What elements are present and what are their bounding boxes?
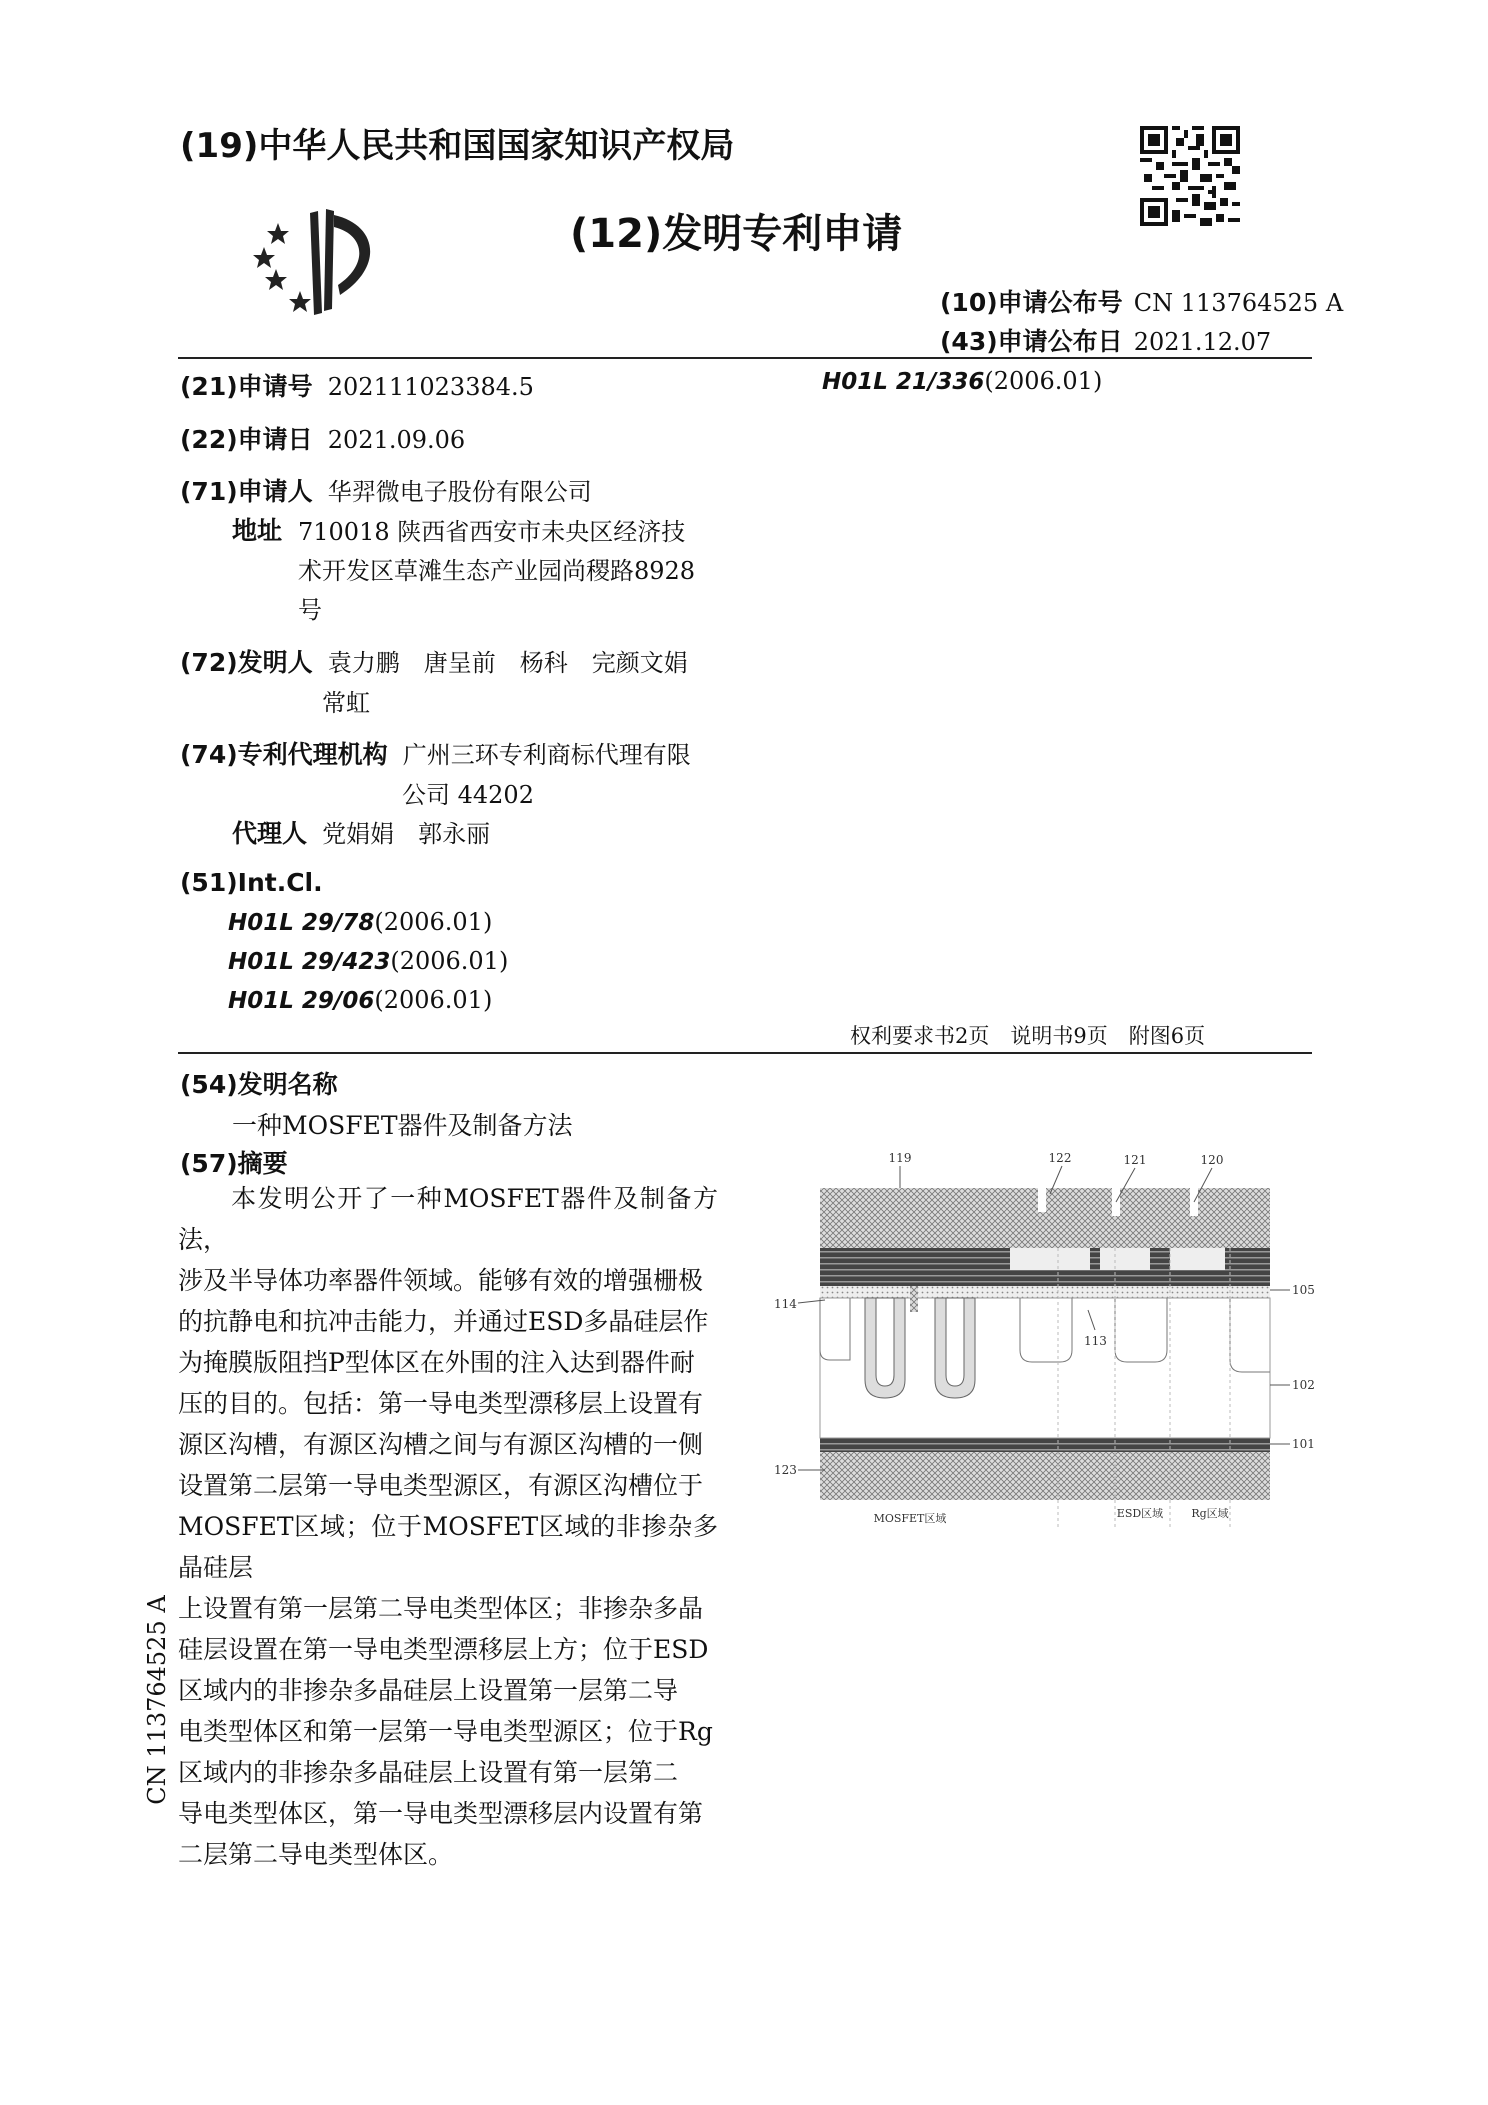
- abstract-line: 硅层设置在第一导电类型漂移层上方；位于ESD: [178, 1635, 709, 1664]
- publication-date-label: 申请公布日: [997, 327, 1123, 356]
- office-heading: [180, 118, 734, 167]
- publication-number: CN 113764525 A: [1133, 289, 1344, 317]
- abstract-line: 区域内的非掺杂多晶硅层上设置有第一层第二: [178, 1758, 679, 1787]
- figure-layers: [820, 1188, 1270, 1530]
- abstract-line: 本发明公开了一种MOSFET器件及制备方法，: [178, 1184, 718, 1254]
- agent-label: 代理人: [232, 819, 308, 848]
- agency: 广州三环专利商标代理有限: [402, 741, 691, 769]
- abstract-line: 压的目的。包括：第一导电类型漂移层上设置有: [178, 1389, 704, 1418]
- abstract-line: 涉及半导体功率器件领域。能够有效的增强栅极: [178, 1266, 704, 1295]
- abstract-line: 区域内的非掺杂多晶硅层上设置第一层第二导: [178, 1676, 679, 1705]
- figure-label: 102: [1292, 1378, 1315, 1392]
- region-label-mosfet: MOSFET区域: [873, 1512, 947, 1525]
- region-label-rg: Rg区域: [1191, 1507, 1229, 1520]
- office-name: 中华人民共和国国家知识产权局: [258, 126, 735, 166]
- ipc-class: H01L 29/06(2006.01): [228, 986, 493, 1014]
- intcl-row: (51)Int.Cl.: [180, 868, 323, 897]
- abstract-line: 源区沟槽，有源区沟槽之间与有源区沟槽的一侧: [178, 1430, 704, 1459]
- ipc-class: H01L 29/78(2006.01): [228, 908, 493, 936]
- agent-row: [232, 814, 490, 850]
- document-type-heading: [570, 202, 902, 259]
- inventor-label: 发明人: [237, 648, 313, 677]
- document-type: 发明专利申请: [662, 211, 903, 257]
- abstract-heading: (57)摘要: [180, 1149, 288, 1178]
- header-divider: [178, 357, 1312, 359]
- ipc-class: H01L 29/423(2006.01): [228, 947, 509, 975]
- address-line: 710018 陕西省西安市未央区经济技: [298, 518, 686, 546]
- figure-label: 113: [1084, 1334, 1107, 1348]
- invention-title: 一种MOSFET器件及制备方法: [232, 1111, 573, 1140]
- publication-number-label: 申请公布号: [997, 288, 1123, 317]
- page-counts: 权利要求书2页 说明书9页 附图6页: [850, 1024, 1206, 1048]
- figure-label: 122: [1048, 1151, 1072, 1165]
- figure-label: 101: [1292, 1437, 1315, 1451]
- region-label-esd: ESD区域: [1116, 1507, 1164, 1520]
- address-line: 号: [298, 596, 322, 624]
- address-label: 地址: [232, 516, 283, 545]
- application-number: 202111023384.5: [327, 373, 534, 401]
- abstract-line: 设置第二层第一导电类型源区，有源区沟槽位于: [178, 1471, 704, 1500]
- publication-number-row: [940, 283, 1343, 319]
- abstract-line: 的抗静电和抗冲击能力，并通过ESD多晶硅层作: [178, 1307, 709, 1336]
- figure-label: 121: [1123, 1153, 1147, 1167]
- inventors: 常虹: [322, 689, 370, 717]
- publication-number-code: (10): [940, 288, 998, 317]
- abstract-line: 导电类型体区，第一导电类型漂移层内设置有第: [178, 1799, 704, 1828]
- abstract-label: 摘要: [237, 1149, 288, 1178]
- qr-code: [1140, 126, 1240, 226]
- abstract-body: [178, 1178, 718, 1875]
- figure-label: 114: [774, 1297, 797, 1311]
- address-line: 术开发区草滩生态产业园尚稷路8928: [298, 557, 696, 585]
- application-number-row: (21)申请号 202111023384.5: [180, 372, 534, 401]
- applicant: 华羿微电子股份有限公司: [327, 478, 592, 506]
- title-label: 发明名称: [237, 1070, 338, 1099]
- publication-date-code: (43): [940, 327, 998, 356]
- abstract-line: 二层第二导电类型体区。: [178, 1840, 454, 1869]
- ipc-class-right: H01L 21/336(2006.01): [822, 367, 1103, 395]
- inventors: 袁力鹏 唐呈前 杨科 完颜文娟: [327, 649, 688, 677]
- intcl-label: Int.Cl.: [237, 868, 323, 897]
- figure-label: 105: [1292, 1283, 1315, 1297]
- cnipa-logo: [248, 205, 388, 317]
- device-cross-section-figure: [770, 1140, 1315, 1540]
- application-number-label: 申请号: [237, 372, 313, 401]
- application-date-label: 申请日: [237, 425, 313, 454]
- side-publication-number: CN 113764525 A: [143, 1595, 171, 1805]
- publication-date: 2021.12.07: [1133, 328, 1272, 356]
- abstract-line: 上设置有第一层第二导电类型体区；非掺杂多晶: [178, 1594, 704, 1623]
- agents: 党娟娟 郭永丽: [322, 820, 491, 848]
- figure-label: 119: [888, 1151, 912, 1165]
- agency-row: (74)专利代理机构 广州三环专利商标代理有限: [180, 740, 691, 769]
- abstract-line: 电类型体区和第一层第一导电类型源区；位于Rg: [178, 1717, 713, 1746]
- office-code: (19): [180, 126, 259, 166]
- abstract-line: MOSFET区域；位于MOSFET区域的非掺杂多晶硅层: [178, 1512, 718, 1582]
- applicant-row: (71)申请人 华羿微电子股份有限公司: [180, 477, 592, 506]
- publication-date-row: [940, 322, 1271, 358]
- biblio-divider: [178, 1052, 1312, 1054]
- agency: 公司 44202: [402, 781, 534, 809]
- application-date: 2021.09.06: [327, 426, 466, 454]
- figure-label: 120: [1200, 1153, 1224, 1167]
- applicant-label: 申请人: [237, 477, 313, 506]
- inventor-row: (72)发明人 袁力鹏 唐呈前 杨科 完颜文娟: [180, 648, 688, 677]
- abstract-line: 为掩膜版阻挡P型体区在外围的注入达到器件耐: [178, 1348, 695, 1377]
- agency-label: 专利代理机构: [237, 740, 388, 769]
- figure-label: 123: [774, 1463, 797, 1477]
- application-date-row: (22)申请日 2021.09.06: [180, 425, 466, 454]
- title-heading: (54)发明名称: [180, 1070, 338, 1099]
- document-type-code: (12): [570, 211, 663, 257]
